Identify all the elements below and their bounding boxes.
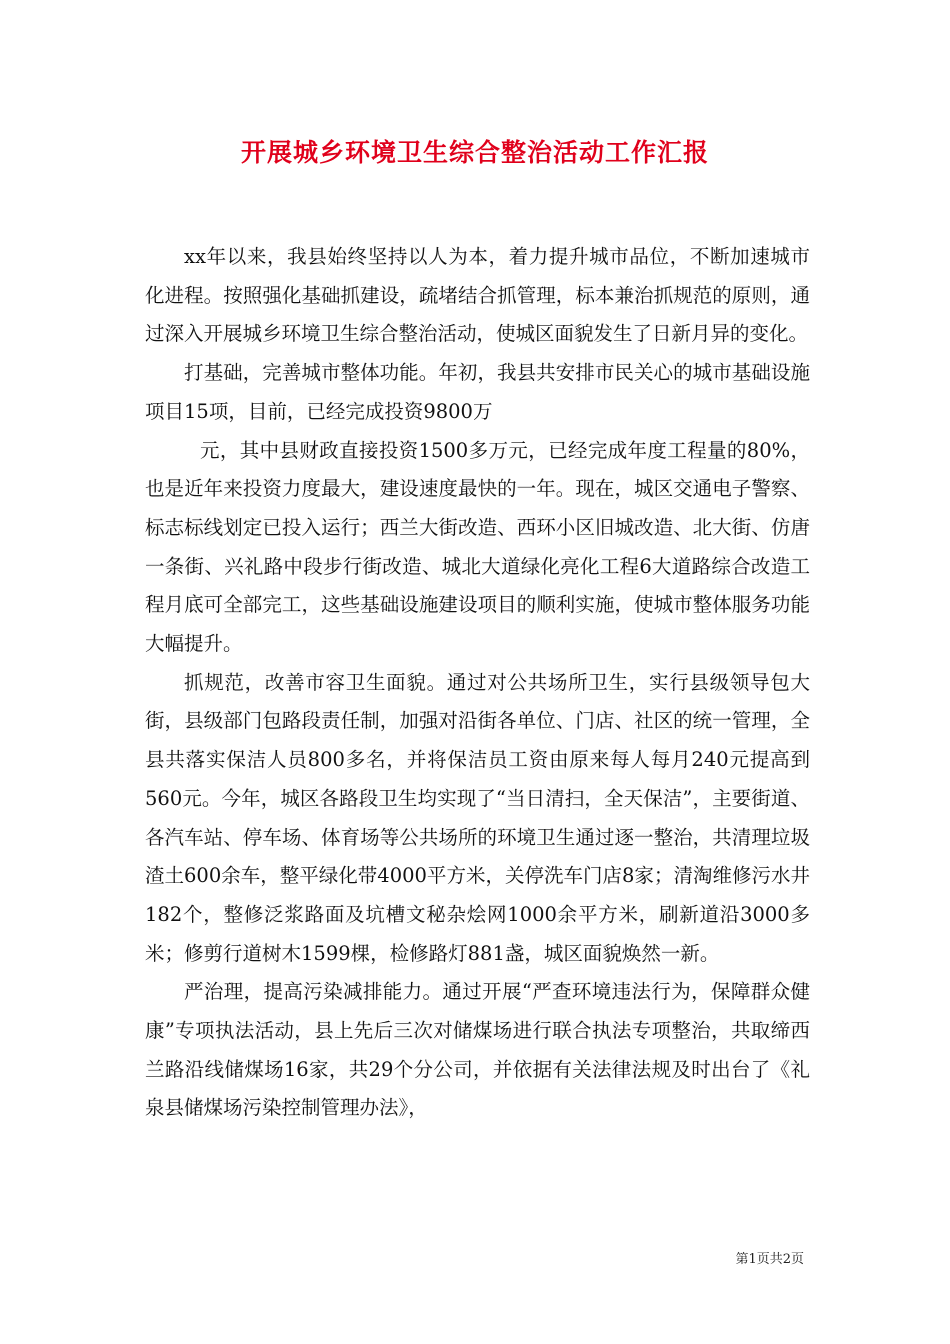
document-body bbox=[145, 238, 810, 1128]
paragraph-pollution: 严治理，提高污染减排能力。通过开展“严查环境违法行为，保障群众健康”专项执法活动，县上先后三次对储煤场进行联合执法专项整治，共取缔西兰路沿线储煤场16家，共29个分公司，并依据有关法律法规及时出台了《礼泉县储煤场污染控制管理办法》， bbox=[145, 980, 810, 1120]
paragraph-sanitation: 抓规范，改善市容卫生面貌。通过对公共场所卫生，实行县级领导包大街，县级部门包路段责任制，加强对沿街各单位、门店、社区的统一管理，全县共落实保洁人员800多名，并将保洁员工资由原来每人每月240元提高到560元。今年，城区各路段卫生均实现了“当日清扫，全天保洁”，主要街道、各汽车站、停车场、体育场等公共场所的环境卫生通过逐一整治，共清理垃圾渣土600余车，整平绿化带4000平方米，关停洗车门店8家；清淘维修污水井182个，整修泛浆路面及坑槽文秘杂烩网1000余平方米，刷新道沿3000多米；修剪行道树木1599棵，检修路灯881盏，城区面貌焕然一新。 bbox=[145, 670, 810, 965]
document-title: 开展城乡环境卫生综合整治活动工作汇报 bbox=[240, 138, 709, 167]
page-number: 第1页共2页 bbox=[735, 1252, 804, 1267]
paragraph-infrastructure: 打基础，完善城市整体功能。年初，我县共安排市民关心的城市基础设施项目15项，目前，已经完成投资9800万 bbox=[145, 361, 810, 423]
paragraph-infrastructure-continued: 元，其中县财政直接投资1500多万元，已经完成年度工程量的80%，也是近年来投资力度最大，建设速度最快的一年。现在，城区交通电子警察、标志标线划定已投入运行；西兰大街改造、西环小区旧城改造、北大街、仿唐一条街、兴礼路中段步行街改造、城北大道绿化亮化工程6大道路综合改造工程月底可全部完工，这些基础设施建设项目的顺利实施，使城市整体服务功能大幅提升。 bbox=[145, 438, 810, 656]
paragraph-intro: xx年以来，我县始终坚持以人为本，着力提升城市品位，不断加速城市化进程。按照强化基础抓建设，疏堵结合抓管理，标本兼治抓规范的原则，通过深入开展城乡环境卫生综合整治活动，使城区面貌发生了日新月异的变化。 bbox=[145, 245, 810, 346]
